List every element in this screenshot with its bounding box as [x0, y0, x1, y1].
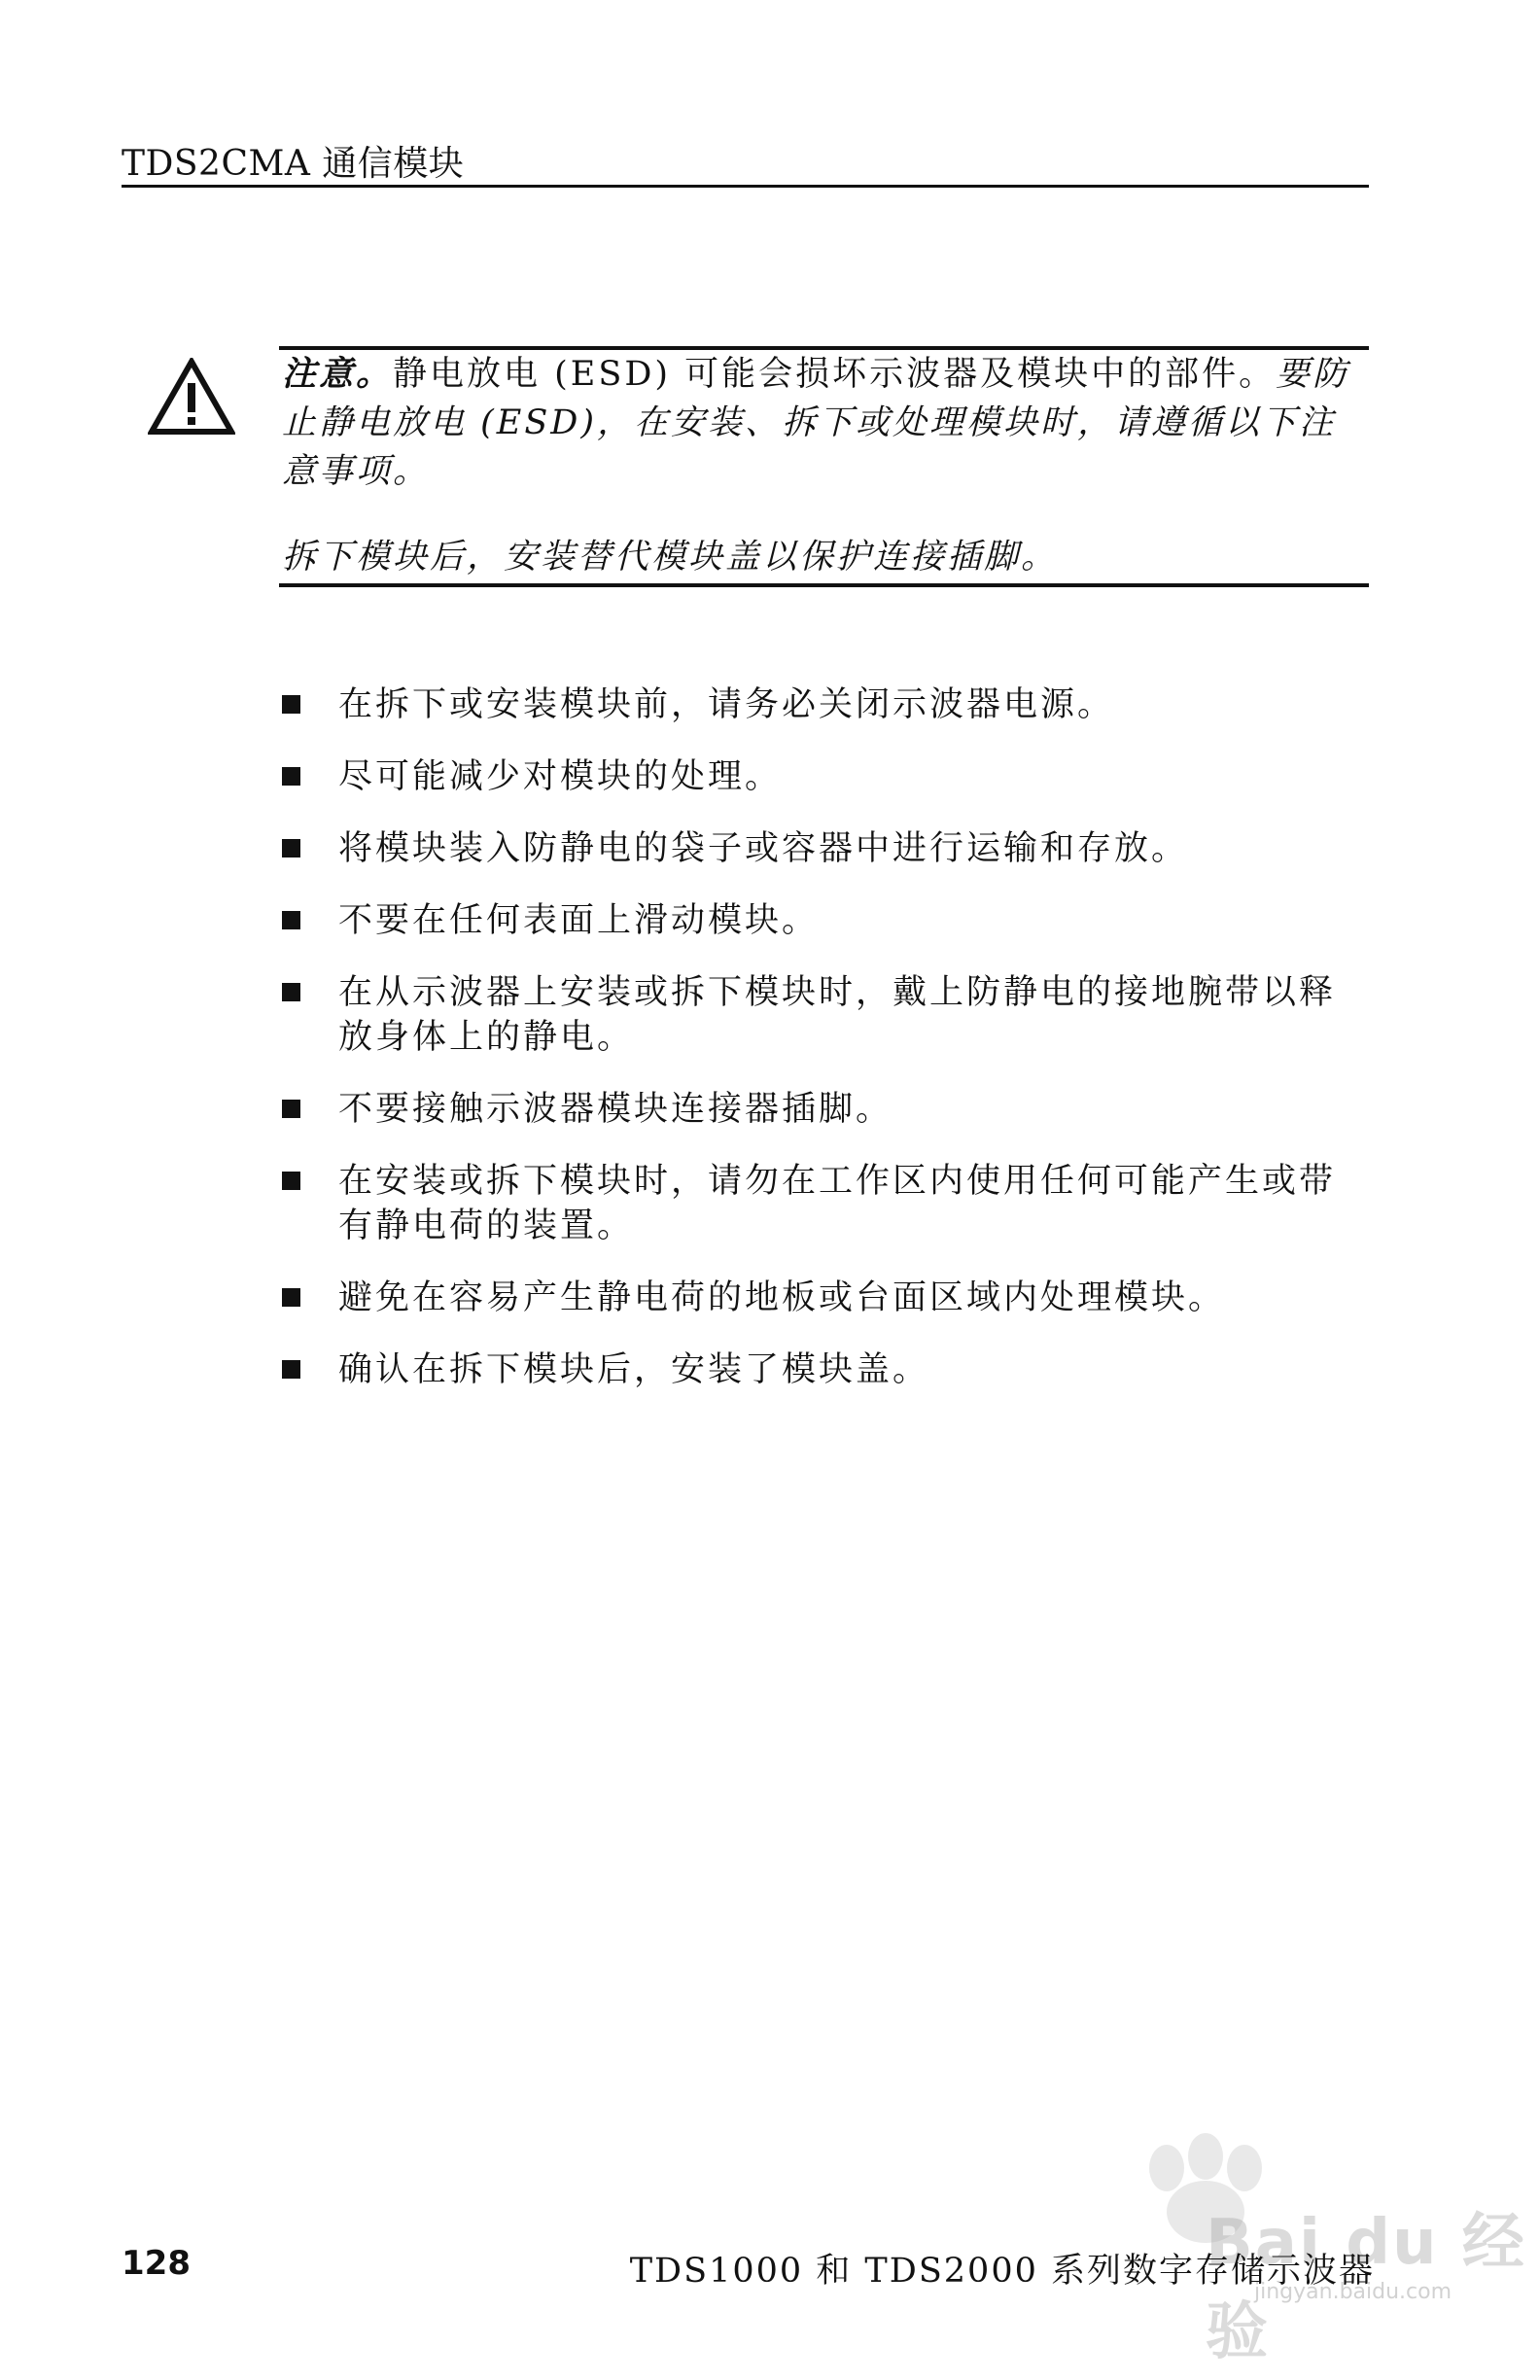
list-item-text: 在拆下或安装模块前，请务必关闭示波器电源。	[338, 685, 1115, 724]
square-bullet-icon	[282, 1360, 300, 1379]
precautions-list	[282, 682, 1351, 1419]
square-bullet-icon	[282, 767, 300, 786]
list-item-text: 尽可能减少对模块的处理。	[338, 757, 783, 796]
list-item	[282, 1159, 1351, 1248]
list-item	[282, 754, 1351, 799]
square-bullet-icon	[282, 911, 300, 929]
list-item-text: 将模块装入防静电的袋子或容器中进行运输和存放。	[338, 829, 1189, 868]
list-item-text: 不要接触示波器模块连接器插脚。	[338, 1090, 893, 1129]
watermark-url: jingyan.baidu.com	[1254, 2280, 1452, 2304]
page-number: 128	[122, 2244, 191, 2283]
footer-document-title: TDS1000 和 TDS2000 系列数字存储示波器	[629, 2252, 1375, 2291]
watermark-brand: Bai du 经验	[1206, 2207, 1526, 2368]
list-item	[282, 1276, 1351, 1320]
list-item	[282, 898, 1351, 943]
square-bullet-icon	[282, 983, 300, 1001]
square-bullet-icon	[282, 1172, 300, 1190]
list-item	[282, 1348, 1351, 1392]
caution-paragraph	[282, 350, 1371, 496]
list-item-text: 避免在容易产生静电荷的地板或台面区域内处理模块。	[338, 1278, 1226, 1317]
list-item	[282, 970, 1351, 1060]
list-item-text: 在从示波器上安装或拆下模块时，戴上防静电的接地腕带以释放身体上的静电。	[338, 973, 1337, 1057]
caution-lead-text: 静电放电 (ESD) 可能会损坏示波器及模块中的部件。	[393, 355, 1277, 394]
square-bullet-icon	[282, 1288, 300, 1307]
caution-second-paragraph: 拆下模块后，安装替代模块盖以保护连接插脚。	[282, 538, 1059, 577]
square-bullet-icon	[282, 1100, 300, 1118]
list-item-text: 确认在拆下模块后，安装了模块盖。	[338, 1350, 930, 1389]
list-item-text: 不要在任何表面上滑动模块。	[338, 901, 820, 940]
header-divider	[122, 185, 1369, 188]
list-item	[282, 682, 1351, 727]
square-bullet-icon	[282, 839, 300, 858]
caution-italic-text: 要防止静电放电 (ESD)，在安装、拆下或处理模块时，请遵循以下注意事项。	[282, 355, 1350, 491]
list-item	[282, 826, 1351, 871]
caution-bottom-divider	[279, 583, 1369, 587]
warning-triangle-icon	[148, 358, 235, 436]
caution-label: 注意。	[282, 355, 394, 394]
square-bullet-icon	[282, 695, 300, 714]
list-item-text: 在安装或拆下模块时，请勿在工作区内使用任何可能产生或带有静电荷的装置。	[338, 1162, 1337, 1245]
page-header-title: TDS2CMA 通信模块	[122, 144, 465, 184]
list-item	[282, 1087, 1351, 1132]
